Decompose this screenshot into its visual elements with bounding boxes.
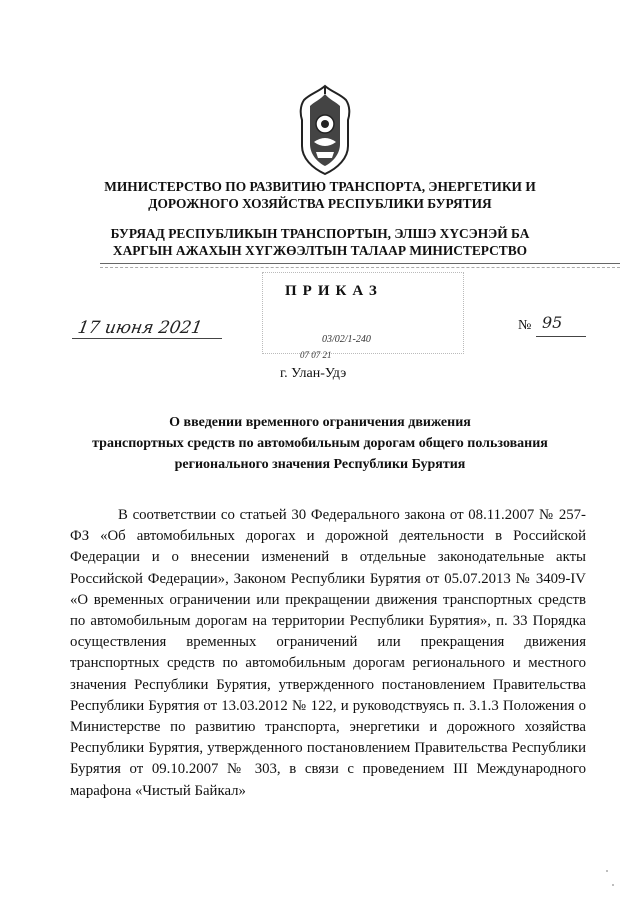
ministry-title-ru [60, 178, 580, 212]
order-number-handwritten: 95 [542, 313, 563, 332]
ministry-title-bur-line1: БУРЯАД РЕСПУБЛИКЫН ТРАНСПОРТЫН, ЭЛШЭ ХҮСЭНЭЙ БА [110, 226, 530, 241]
scan-speck [612, 884, 614, 886]
date-underline [72, 338, 222, 339]
scan-speck [606, 870, 608, 872]
stamp-reg-number: 03/02/1-240 [322, 334, 371, 345]
coat-of-arms-icon [296, 84, 354, 176]
order-subject [60, 412, 580, 475]
order-subject-line1: О введении временного ограничения движения [169, 415, 471, 430]
order-title: ПРИКАЗ [285, 283, 383, 299]
ministry-title-ru-line2: ДОРОЖНОГО ХОЗЯЙСТВА РЕСПУБЛИКИ БУРЯТИЯ [148, 196, 492, 211]
order-number-label: № [518, 318, 532, 333]
order-subject-line3: регионального значения Республики Бурятия [174, 457, 466, 472]
ministry-title-ru-line1: МИНИСТЕРСТВО ПО РАЗВИТИЮ ТРАНСПОРТА, ЭНЕРГЕТИКИ И [104, 179, 536, 194]
ministry-title-bur-line2: ХАРГЫН АЖАХЫН ХҮГЖӨЭЛТЫН ТАЛААР МИНИСТЕРСТВО [112, 243, 528, 258]
ministry-title-bur [60, 225, 580, 259]
number-underline [536, 336, 586, 337]
stamp-reg-date: 07 07 21 [300, 350, 332, 360]
order-city: г. Улан-Удэ [280, 366, 347, 381]
header-divider-thin [100, 267, 620, 268]
order-body-paragraph: В соответствии со статьей 30 Федерального закона от 08.11.2007 № 257-ФЗ «Об автомобильных дорогах и дорожной деятельности в Российской Федерации и о внесении изменений в отдельные законодательные акты Российской Федерации», Законом Республики Бурятия от 05.07.2013 № 3409-IV «О временных ограничении или прекращении движения транспортных средств по автомобильным дорогам на территории Республики Бурятия», п. 33 Порядка осуществления временных ограничений или прекращения движения транспортных средств по автомобильным дорогам регионального и местного значения Республики Бурятия, утвержденного постановлением Правительства Республики Бурятия от 13.03.2012 № 122, и руководствуясь п. 3.1.3 Положения о Министерстве по развитию транспорта, энергетики и дорожного хозяйства Республики Бурятия, утвержденного постановлением Правительства Республики Бурятия от 09.10.2007 № 303, в связи с проведением III Международного марафона «Чистый Байкал» [70, 507, 586, 799]
order-subject-line2: транспортных средств по автомобильным дорогам общего пользования [92, 436, 548, 451]
header-divider [100, 263, 620, 264]
order-date-handwritten: 17 июня 2021 [76, 318, 204, 338]
